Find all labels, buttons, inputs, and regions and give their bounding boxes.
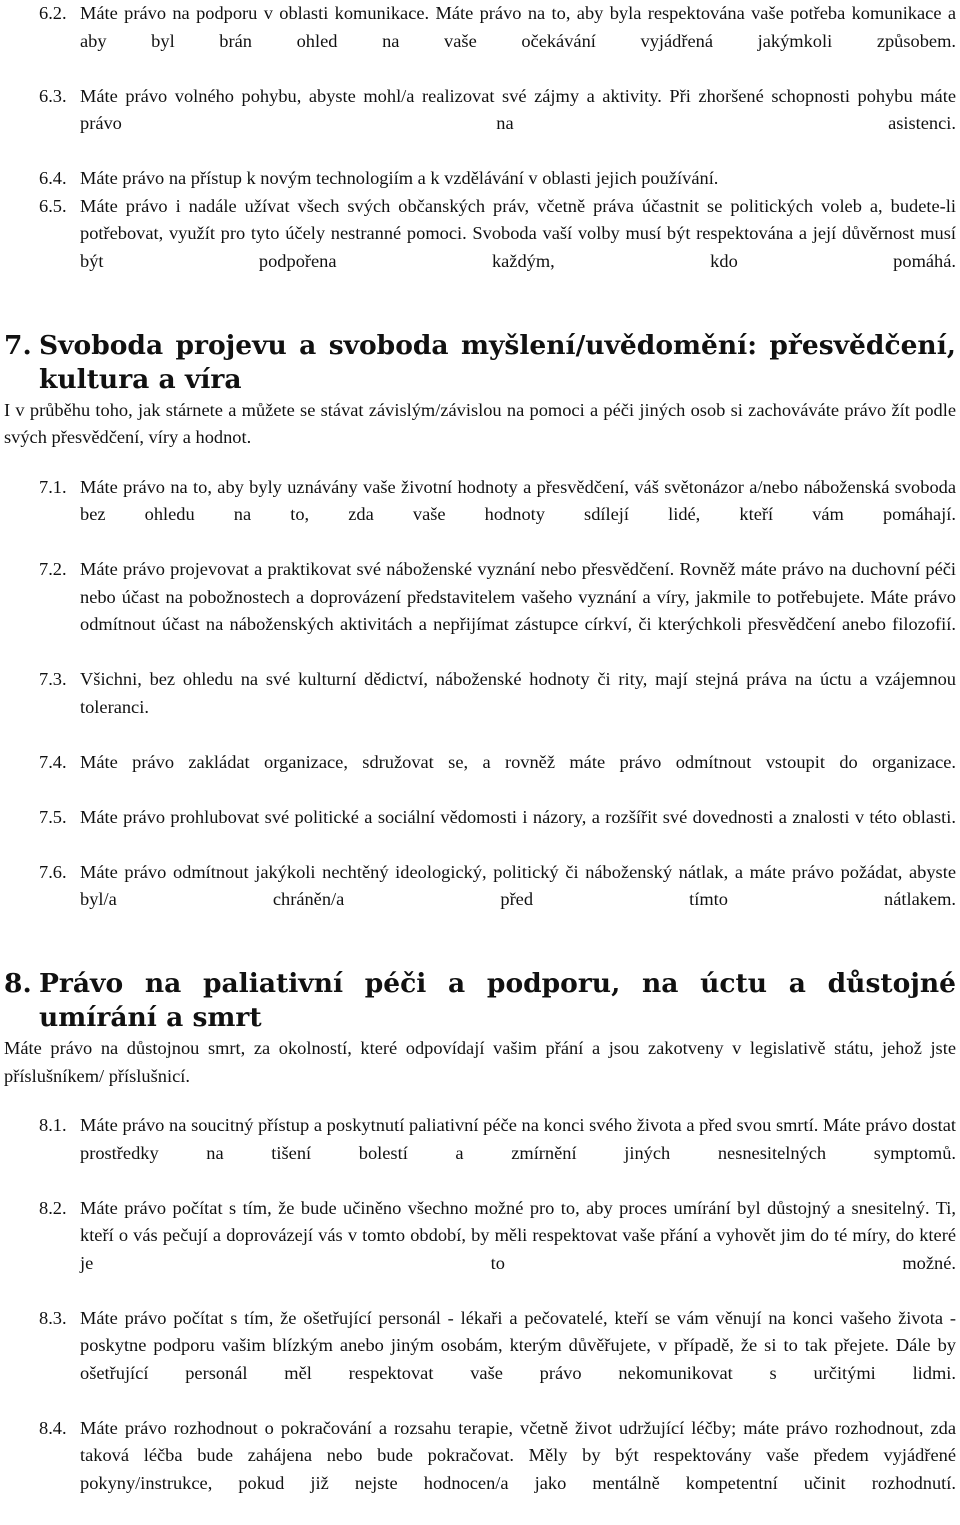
- section-title: Svoboda projevu a svoboda myšlení/uvědomění: přesvědčení, kultura a víra: [39, 329, 956, 395]
- item-number: 7.5.: [39, 806, 67, 827]
- item-text: Všichni, bez ohledu na své kulturní dědictví, náboženské hodnoty či rity, mají stejná práva na úctu a vzájemnou toleranci.: [80, 669, 956, 717]
- list-item: [4, 83, 956, 166]
- list-item: [4, 474, 956, 557]
- section-7-heading: [4, 329, 956, 397]
- item-text: Máte právo i nadále užívat všech svých občanských práv, včetně práva účastnit se politických voleb a, budete-li potřebovat, využít pro tyto účely nestranné pomoci. Svoboda vaší volby musí být respektována a její důvěrnost musí být podpořena každým, kdo pomáhá.: [80, 195, 956, 271]
- item-text: Máte právo na přístup k novým technologiím a k vzdělávání v oblasti jejich používání.: [80, 168, 719, 188]
- section-number: 8.: [4, 968, 32, 999]
- item-text: Máte právo zakládat organizace, sdružovat se, a rovněž máte právo odmítnout vstoupit do organizace.: [80, 751, 956, 772]
- list-item: [4, 0, 956, 83]
- list-item: [4, 749, 956, 804]
- item-number: 6.3.: [39, 85, 67, 106]
- section-title: Právo na paliativní péči a podporu, na úctu a důstojné umírání a smrt: [39, 968, 956, 1033]
- item-text: Máte právo projevovat a praktikovat své náboženské vyznání nebo přesvědčení. Rovněž máte právo na duchovní péči nebo účast na pobožnostech a doprovázení představitelem vašeho vyznání a víry, jakmile to potřebujete. Máte právo odmítnout účast na náboženských aktivitách a nepřijímat zástupce církví, či kterýchkoli přesvědčení anebo filozofií.: [80, 559, 956, 634]
- section-number: 7.: [4, 329, 32, 361]
- section-8-intro: Máte právo na důstojnou smrt, za okolností, které odpovídají vašim přání a jsou zakotveny v legislativě státu, jehož jste příslušníkem/ příslušnicí.: [4, 1038, 956, 1086]
- item-text: Máte právo na soucitný přístup a poskytnutí paliativní péče na konci svého života a před svou smrtí. Máte právo dostat prostředky na tišení bolestí a zmírnění jiných nesnesitelných symptomů.: [80, 1115, 956, 1163]
- item-number: 7.1.: [39, 476, 67, 497]
- item-text: Máte právo prohlubovat své politické a sociální vědomosti i názory, a rozšířit své dovednosti a znalosti v této oblasti.: [80, 806, 956, 827]
- item-text: Máte právo odmítnout jakýkoli nechtěný ideologický, politický či náboženský nátlak, a máte právo požádat, abyste byl/a chráněn/a před tímto nátlakem.: [80, 861, 956, 909]
- item-number: 6.2.: [39, 3, 67, 23]
- list-item: [4, 1112, 956, 1195]
- item-text: Máte právo rozhodnout o pokračování a rozsahu terapie, včetně život udržující léčby; máte právo rozhodnout, zda taková léčba bude zahájena nebo bude pokračovat. Měly by být respektovány vaše předem vyjádřené pokyny/instrukce, pokud již nejste hodnocen/a jako mentálně kompetentní učinit rozhodnutí.: [80, 1417, 956, 1493]
- list-item: [4, 556, 956, 666]
- item-number: 7.2.: [39, 559, 67, 579]
- item-number: 8.1.: [39, 1115, 67, 1135]
- item-number: 7.6.: [39, 861, 67, 882]
- list-item: [4, 859, 956, 942]
- list-item: [4, 666, 956, 749]
- list-item: [4, 1415, 956, 1525]
- section-7-list: [4, 474, 956, 942]
- item-number: 8.4.: [39, 1417, 67, 1438]
- list-item: [4, 165, 956, 193]
- list-item: [4, 804, 956, 859]
- item-text: Máte právo počítat s tím, že bude učiněno všechno možné pro to, aby proces umírání byl důstojný a snesitelný. Ti, kteří o vás pečují a doprovázejí vás v tomto období, by měli respektovat vaše přání a vyhovět jim do té míry, do které je to možné.: [80, 1197, 956, 1273]
- item-number: 7.3.: [39, 669, 67, 689]
- list-item: [4, 1305, 956, 1415]
- item-text: Máte právo počítat s tím, že ošetřující personál - lékaři a pečovatelé, kteří se vám věnují na konci vašeho života - poskytne podporu vašim blízkým anebo jiným osobám, kterým důvěřujete, v případě, že si to tak přejete. Dále by ošetřující personál měl respektovat vaše právo nekomunikovat s určitými lidmi.: [80, 1307, 956, 1383]
- item-number: 8.3.: [39, 1307, 67, 1328]
- item-number: 7.4.: [39, 751, 67, 772]
- section-6-list: [4, 0, 956, 303]
- section-8-list: [4, 1112, 956, 1525]
- item-number: 6.4.: [39, 168, 67, 188]
- list-item: [4, 193, 956, 303]
- item-text: Máte právo na podporu v oblasti komunikace. Máte právo na to, aby byla respektována vaše potřeba komunikace a aby byl brán ohled na vaše očekávání vyjádřená jakýmkoli způsobem.: [80, 3, 956, 51]
- item-number: 6.5.: [39, 195, 67, 216]
- item-text: Máte právo volného pohybu, abyste mohl/a realizovat své zájmy a aktivity. Při zhoršené schopnosti pohybu máte právo na asistenci.: [80, 85, 956, 133]
- section-7-intro: I v průběhu toho, jak stárnete a můžete se stávat závislým/závislou na pomoci a péči jiných osob si zachováváte právo žít podle svých přesvědčení, víry a hodnot.: [4, 399, 956, 447]
- section-8-heading: [4, 967, 956, 1035]
- item-number: 8.2.: [39, 1197, 67, 1218]
- item-text: Máte právo na to, aby byly uznávány vaše životní hodnoty a přesvědčení, váš světonázor a/nebo náboženská svoboda bez ohledu na to, zda vaše hodnoty sdílejí lidé, kteří vám pomáhají.: [80, 476, 956, 524]
- list-item: [4, 1195, 956, 1305]
